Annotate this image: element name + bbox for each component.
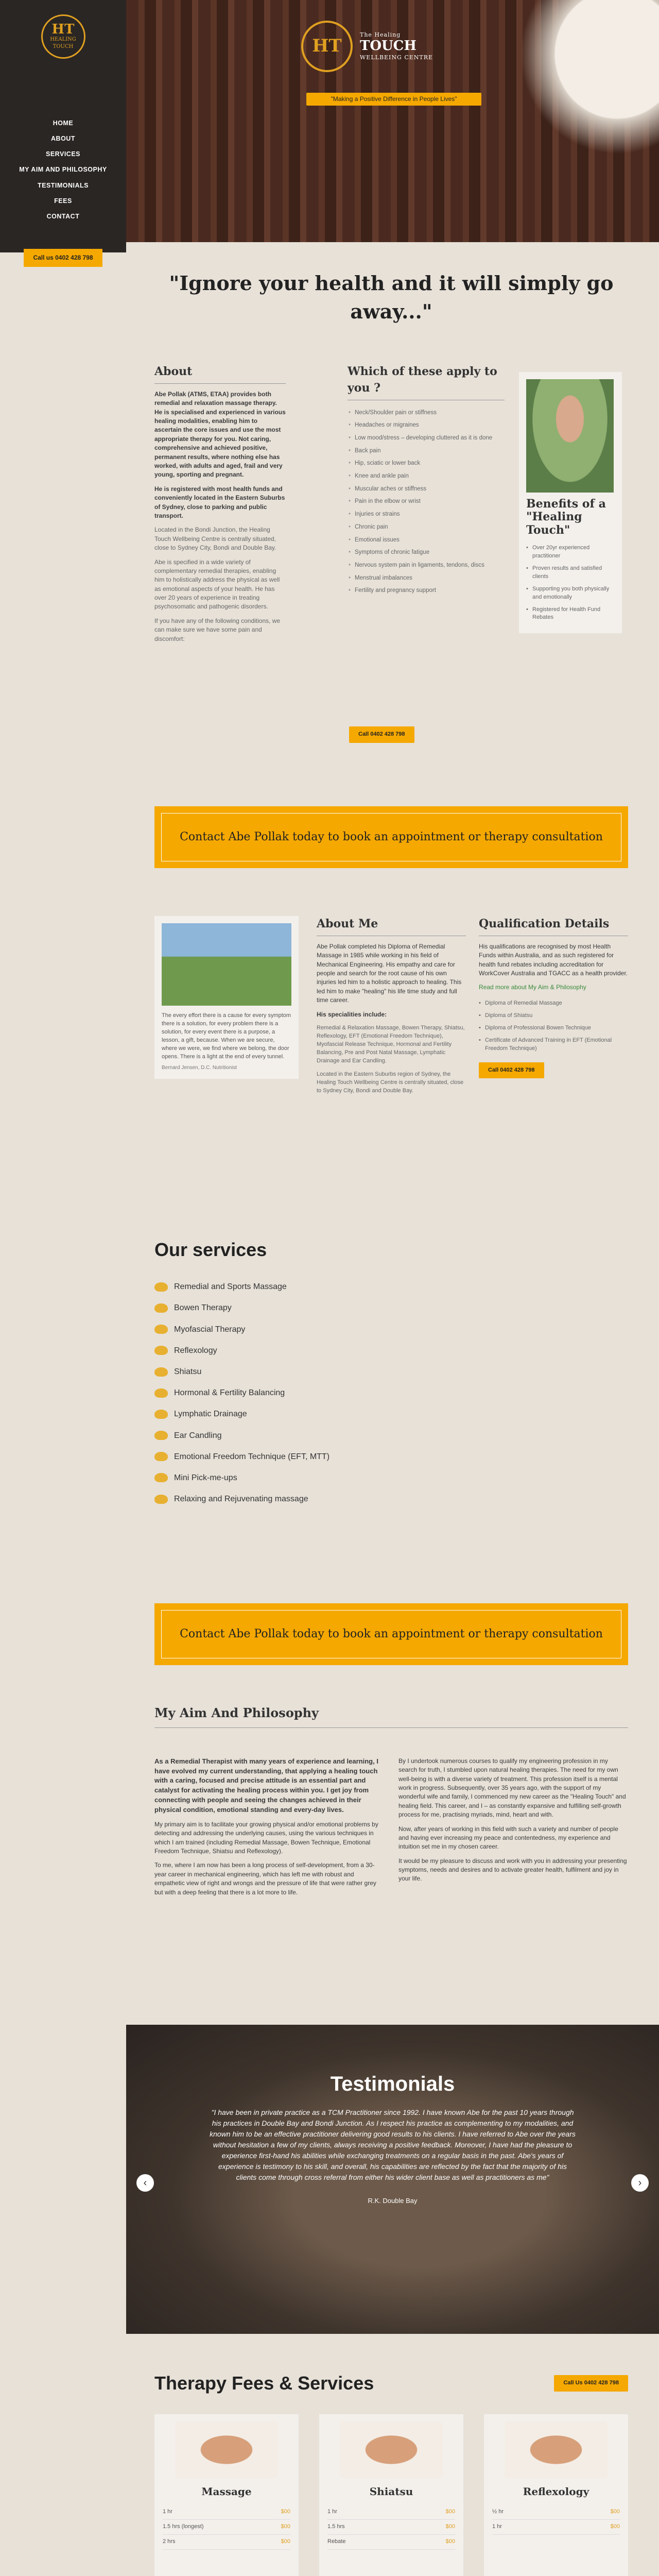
sidebar-call-button[interactable]: Call us 0402 428 798: [24, 249, 102, 267]
list-item: • Registered for Health Fund Rebates: [526, 604, 615, 624]
aim-title: My Aim And Philosophy: [154, 1704, 628, 1728]
quote-author: Bernard Jensen, D.C. Nutritionist: [162, 1064, 237, 1071]
fee-row: ½ hr $00: [492, 2505, 620, 2520]
conditions-list: [348, 406, 505, 597]
aim-section: [154, 1704, 628, 1902]
service-item: Shiatsu: [154, 1366, 628, 1378]
aim-para: My primary aim is to facilitate your growing physical and/or emotional problems by detecting and addressing the underlying causes, using the various techniques in which I am trained (including Remedial Massage, Bowen Technique, Emotional Freedom Technique, Shiatsu and Reflexology).: [154, 1820, 378, 1855]
practitioner-photo: [526, 379, 614, 493]
list-item: • Chronic pain: [348, 521, 505, 534]
service-item: Ear Candling: [154, 1430, 628, 1442]
brand-line-2: TOUCH: [360, 38, 417, 54]
about-title: About: [154, 364, 286, 384]
list-item: • Certificate of Advanced Training in EFT (Emotional Freedom Technique): [479, 1035, 628, 1055]
services-title: Our services: [154, 1239, 267, 1260]
list-item: • Injuries or strains: [348, 508, 505, 521]
hands-icon: [154, 1282, 168, 1292]
hero-logo: [301, 13, 471, 80]
list-item: • Fertility and pregnancy support: [348, 584, 505, 597]
hands-icon: [154, 1452, 168, 1461]
service-item: Myofascial Therapy: [154, 1324, 628, 1335]
fee-row: Rebate $00: [327, 2535, 455, 2550]
specialities-text: Remedial & Relaxation Massage, Bowen Therapy, Shiatsu, Reflexology, EFT (Emotional Freedom Technique), Myofascial Release Technique, Hormonal and Fertility Balancing, Pre and Post Natal Massage, Lymphatic Drainage and Ear Candling.: [317, 1025, 465, 1064]
fee-card: [154, 2414, 299, 2576]
nav-fees[interactable]: FEES: [54, 197, 72, 205]
cta-banner[interactable]: Contact Abe Pollak today to book an appointment or therapy consultation: [154, 1603, 628, 1665]
list-item: • Low mood/stress – developing cluttered as it is done: [348, 432, 505, 445]
call-button[interactable]: Call 0402 428 798: [479, 1062, 544, 1079]
fee-card-title: Shiatsu: [369, 2485, 413, 2498]
about-para: He is registered with most health funds and conveniently located in the Eastern Suburbs of Sydney, close to parking and public transport.: [154, 485, 285, 519]
testimonials-title: Testimonials: [330, 2073, 455, 2095]
list-item: • Hip, sciatic or lower back: [348, 457, 505, 470]
service-photo: [505, 2421, 608, 2478]
nav-about[interactable]: ABOUT: [51, 135, 75, 143]
fee-card-title: Massage: [201, 2485, 252, 2498]
service-photo: [340, 2421, 443, 2478]
location-text: Located in the Eastern Suburbs region of Sydney, the Healing Touch Wellbeing Centre is centrally situated, close to Sydney City, Bondi and Double Bay.: [317, 1071, 464, 1094]
fee-row: 1.5 hrs $00: [327, 2520, 455, 2535]
fee-card: [484, 2414, 628, 2576]
landscape-photo: [162, 923, 291, 1006]
list-item: • Headaches or migraines: [348, 419, 505, 432]
towel-image: [520, 0, 659, 155]
list-item: • Neck/Shoulder pain or stiffness: [348, 406, 505, 419]
service-item: Relaxing and Rejuvenating massage: [154, 1493, 628, 1505]
hero-tagline: "Making a Positive Difference in People Lives": [306, 93, 481, 106]
aim-para: By I undertook numerous courses to qualify my engineering profession in my search for truth, I stumbled upon natural healing therapies. The need for my own well-being is with a diverse variety of treatment. This profession itself is a mental work in progress. Subsequently, over 35 years ago, with the support of my wonderful wife and family, I commenced my new career as the "Healing Touch" and healing field. This career, and I – as constantly expansive and fulfilling self-growth process for me, practising myriads, mind, heart and with.: [398, 1757, 626, 1819]
hands-icon: [154, 1346, 168, 1355]
service-item: Mini Pick-me-ups: [154, 1472, 628, 1484]
quote-card: [154, 916, 299, 1079]
hands-icon: [154, 1473, 168, 1482]
call-button[interactable]: Call 0402 428 798: [349, 726, 414, 743]
about-section: [154, 364, 286, 649]
benefits-card: [519, 372, 622, 633]
about-para: Abe Pollak (ATMS, ETAA) provides both remedial and relaxation massage therapy. He is specialised and experienced in various healing modalities, enabling him to ascertain the core issues and use the most appropriate therapy for you. Not caring, comprehensive and achieved positive, permanent results, where nothing else has worked, with adults and aged, frail and very young, sporting and pregnant.: [154, 390, 286, 479]
list-item: • Nervous system pain in ligaments, tendons, discs: [348, 559, 505, 572]
service-item: Emotional Freedom Technique (EFT, MTT): [154, 1451, 628, 1463]
fees-section: [154, 2370, 628, 2576]
fee-row: 1 hr $00: [163, 2505, 290, 2520]
about-me-title: About Me: [317, 916, 466, 936]
fee-row: 2 hrs $00: [163, 2535, 290, 2550]
about-para: Located in the Bondi Junction, the Healing Touch Wellbeing Centre is centrally situated, close to Sydney City, Bondi and Double Bay.: [154, 526, 276, 552]
hands-icon: [154, 1431, 168, 1440]
aim-para: To me, where I am now has been a long process of self-development, from a 30-year career in mechanical engineering, which has left me with robust and empathetic view of right and wrongs and the pressure of life that were rather grey but with a deep feeling that there is a lot more to life.: [154, 1861, 376, 1896]
list-item: • Knee and ankle pain: [348, 470, 505, 483]
qualifications-para: His qualifications are recognised by most Health Funds within Australia, and as such registered for health fund rebates including accreditation for WorkCover Australia and TGACC as a health provider.: [479, 942, 628, 977]
fees-title: Therapy Fees & Services: [154, 2372, 374, 2394]
service-item: Reflexology: [154, 1345, 628, 1357]
specialities-label: His specialities include:: [317, 1010, 387, 1018]
main-nav: [0, 115, 126, 224]
services-section: [154, 1236, 628, 1514]
sidebar: [0, 0, 126, 261]
service-item: Lymphatic Drainage: [154, 1408, 628, 1420]
brand-line-1: The Healing: [360, 31, 401, 39]
testimonial-text: "I have been in private practice as a TCM Practitioner since 1992. I have known Abe for the past 10 years through his practices in Double Bay and Bondi Junction. As I respect his practice as complementing to my modalities, and known him to be an effective practitioner delivering good results to his clients. I have referred to Abe over the years without hesitation a few of my clients, always receiving a positive feedback. Moreover, I have had the pleasure to experience first-hand his abilities while exchanging treatments on a regular basis in the past. Abe's years of experience is testimony to his skill, and overall, his capabilities are reflected by the fact that the majority of his clients come through cross referral from either his wider client base as well as practitioners as me": [210, 2108, 576, 2181]
qualifications-title: Qualification Details: [479, 916, 628, 936]
conditions-title: Which of these apply to you ?: [348, 364, 505, 400]
list-item: • Diploma of Professional Bowen Technique: [479, 1022, 628, 1035]
qualifications-list: [479, 997, 628, 1055]
nav-contact[interactable]: CONTACT: [46, 212, 80, 220]
nav-testimonials[interactable]: TESTIMONIALS: [37, 181, 89, 189]
list-item: • Over 20yr experienced practitioner: [526, 542, 615, 563]
brand-line-3: WELLBEING CENTRE: [360, 54, 433, 61]
hands-icon: [154, 1367, 168, 1377]
quote-text: The every effort there is a cause for every symptom there is a solution, for every problem there is a solution, for every event there is a purpose, a lesson, a gift, because. When we are secure, where we were, we find where we belong, the door opens. There is a light at the end of every tunnel.: [162, 1012, 291, 1060]
hero-banner: [126, 0, 659, 242]
fee-card-title: Reflexology: [523, 2485, 589, 2498]
list-item: • Diploma of Remedial Massage: [479, 997, 628, 1010]
fee-row: 1.5 hrs (longest) $00: [163, 2520, 290, 2535]
list-item: • Diploma of Shiatsu: [479, 1010, 628, 1022]
list-item: • Pain in the elbow or wrist: [348, 495, 505, 508]
logo-mark-icon: HT: [301, 21, 353, 72]
benefits-title: Benefits of a "Healing Touch": [526, 497, 606, 537]
service-item: Remedial and Sports Massage: [154, 1281, 628, 1293]
service-photo: [175, 2421, 278, 2478]
list-item: • Supporting you both physically and emotionally: [526, 583, 615, 604]
hands-icon: [154, 1388, 168, 1398]
aim-para: As a Remedial Therapist with many years of experience and learning, I have evolved my current understanding, that applying a healing touch with a caring, focused and precise attitude is an essential part and catalyst for activating the healing process within you. I get joy from connecting with people and seeing the changes achieved in their physical condition, emotional standing and every-day lives.: [154, 1757, 378, 1814]
list-item: • Symptoms of chronic fatigue: [348, 546, 505, 559]
prev-arrow-icon[interactable]: ‹: [136, 2174, 154, 2192]
testimonial-author: R.K. Double Bay: [368, 2197, 418, 2205]
fee-row: 1 hr $00: [327, 2505, 455, 2520]
read-more-link[interactable]: Read more about My Aim & Philosophy: [479, 984, 586, 991]
hands-icon: [154, 1495, 168, 1504]
aim-para: Now, after years of working in this field with such a variety and number of people and having ever increasing my peace and contentedness, my experience and intuition set me in my chosen career.: [398, 1825, 618, 1851]
list-item: • Emotional issues: [348, 534, 505, 547]
hands-icon: [154, 1410, 168, 1419]
hands-icon: [154, 1325, 168, 1334]
list-item: • Back pain: [348, 445, 505, 457]
about-para: If you have any of the following conditions, we can make sure we have some pain and discomfort:: [154, 617, 281, 642]
cta-banner[interactable]: Contact Abe Pollak today to book an appointment or therapy consultation: [154, 806, 628, 868]
list-item: • Proven results and satisfied clients: [526, 563, 615, 583]
about-me-section: [317, 916, 466, 1100]
benefits-list: [526, 542, 615, 624]
call-us-button[interactable]: Call Us 0402 428 798: [554, 2375, 628, 2392]
nav-aim[interactable]: MY AIM AND PHILOSOPHY: [19, 166, 107, 174]
qualifications-section: [479, 916, 628, 1078]
nav-services[interactable]: SERVICES: [46, 150, 80, 158]
testimonials-slider: [126, 2025, 659, 2334]
service-item: Hormonal & Fertility Balancing: [154, 1387, 628, 1399]
conditions-section: [348, 364, 505, 597]
list-item: • Muscular aches or stiffness: [348, 483, 505, 496]
nav-home[interactable]: HOME: [53, 120, 74, 127]
about-me-para: Abe Pollak completed his Diploma of Remedial Massage in 1985 while working in his field of Mechanical Engineering. His empathy and care for people and search for the root cause of his own injuries led him to a holistic approach to healing. This led him to make "healing" his life time study and full time career.: [317, 942, 462, 1004]
aim-para: It would be my pleasure to discuss and work with you in addressing your presenting symptoms, needs and desires and to activate greater health, fulfilment and joy in your life.: [398, 1857, 627, 1883]
hands-icon: [154, 1303, 168, 1313]
fee-card: [319, 2414, 463, 2576]
next-arrow-icon[interactable]: ›: [631, 2174, 649, 2192]
intro-quote: "Ignore your health and it will simply go away...": [169, 272, 614, 324]
service-item: Bowen Therapy: [154, 1302, 628, 1314]
about-para: Abe is specified in a wide variety of complementary remedial therapies, enabling him to holistically address the physical as well as emotional aspects of your health. He has over 20 years of experience in treating psychosomatic and pathogenic disorders.: [154, 558, 280, 611]
list-item: • Menstrual imbalances: [348, 572, 505, 585]
fee-row: 1 hr $00: [492, 2520, 620, 2535]
sidebar-logo[interactable]: HT HEALING TOUCH: [41, 14, 85, 59]
